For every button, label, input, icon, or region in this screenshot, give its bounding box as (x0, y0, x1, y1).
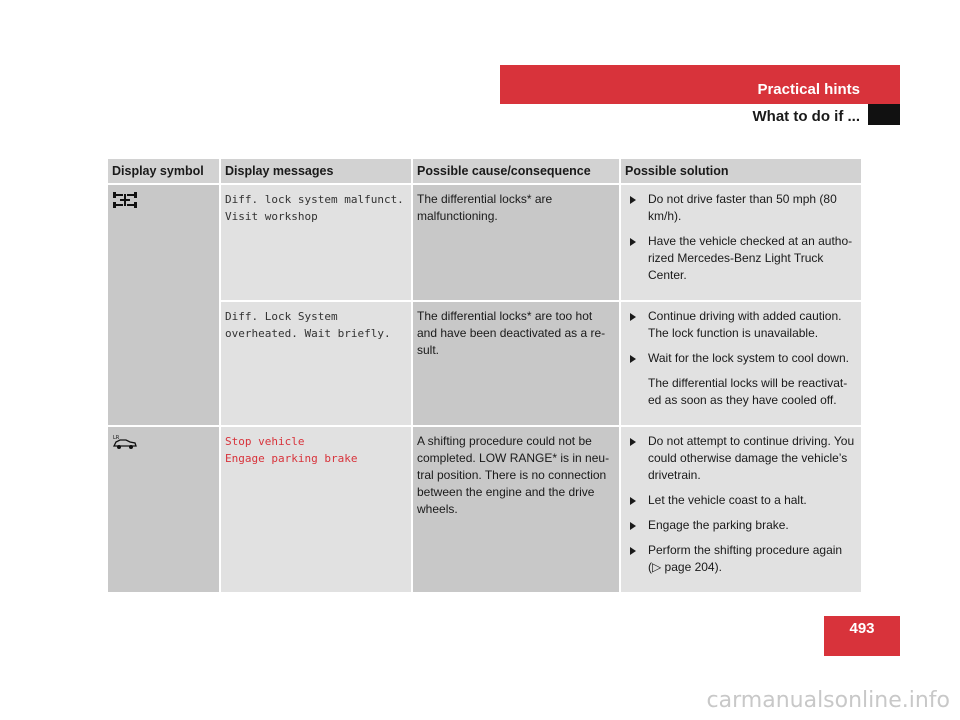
solution-cell (620, 426, 861, 592)
column-header: Possible solution (620, 159, 861, 184)
list-item: Continue driving with added caution. The lock function is unavailable. (625, 308, 857, 342)
column-header: Possible cause/consequence (412, 159, 620, 184)
display-message-line: Diff. Lock System (225, 310, 338, 323)
bullet-arrow-icon (630, 238, 636, 246)
display-message-line: Diff. lock system malfunct. (225, 193, 404, 206)
display-messages-table (108, 159, 861, 592)
section-title: Practical hints (757, 81, 860, 98)
solution-cell (620, 301, 861, 426)
bullet-arrow-icon (630, 547, 636, 555)
cause-cell: The differential locks* are too hot and have been deactivated as a re-sult. (412, 301, 620, 426)
table-header-row (108, 159, 861, 184)
bullet-arrow-icon (630, 522, 636, 530)
message-cell (220, 301, 412, 426)
bullet-arrow-icon (630, 196, 636, 204)
cause-cell: A shifting procedure could not be completed. LOW RANGE* is in neu-tral position. There is no connection between the engine and the drive wheels. (412, 426, 620, 592)
cause-cell: The differential locks* are malfunctioning. (412, 184, 620, 301)
header-marker (868, 104, 900, 125)
table-row (108, 301, 861, 426)
bullet-arrow-icon (630, 497, 636, 505)
low-range-vehicle-icon (112, 433, 138, 451)
svg-text:LR: LR (113, 435, 120, 441)
solution-note: The differential locks will be reactivat-ed as soon as they have cooled off. (648, 376, 848, 407)
watermark: carmanualsonline.info (706, 688, 950, 713)
display-message-line: Engage parking brake (225, 452, 358, 465)
list-item: Engage the parking brake. (625, 517, 857, 534)
list-item: Perform the shifting procedure again (▷ page 204). (625, 542, 857, 576)
list-item: Do not drive faster than 50 mph (80 km/h). (625, 191, 857, 225)
page-number: 493 (824, 616, 900, 656)
message-cell (220, 426, 412, 592)
list-item: Wait for the lock system to cool down. (625, 350, 857, 367)
list-item: Do not attempt to continue driving. You could otherwise damage the vehicle’s drivetrain. (625, 433, 857, 484)
bullet-arrow-icon (630, 313, 636, 321)
list-item: Let the vehicle coast to a halt. (625, 492, 857, 509)
column-header: Display messages (220, 159, 412, 184)
table-row (108, 426, 861, 592)
table-row (108, 184, 861, 301)
message-cell (220, 184, 412, 301)
solution-cell (620, 184, 861, 301)
display-message-line: overheated. Wait briefly. (225, 327, 391, 340)
symbol-cell (108, 184, 220, 426)
list-item: Have the vehicle checked at an autho-rized Mercedes-Benz Light Truck Center. (625, 233, 857, 284)
symbol-cell (108, 426, 220, 592)
differential-lock-icon (112, 191, 138, 209)
section-subtitle: What to do if ... (752, 108, 860, 125)
header-bar (500, 65, 900, 104)
display-message-line: Stop vehicle (225, 435, 305, 448)
display-message-line: Visit workshop (225, 210, 318, 223)
column-header: Display symbol (108, 159, 220, 184)
bullet-arrow-icon (630, 355, 636, 363)
bullet-arrow-icon (630, 438, 636, 446)
